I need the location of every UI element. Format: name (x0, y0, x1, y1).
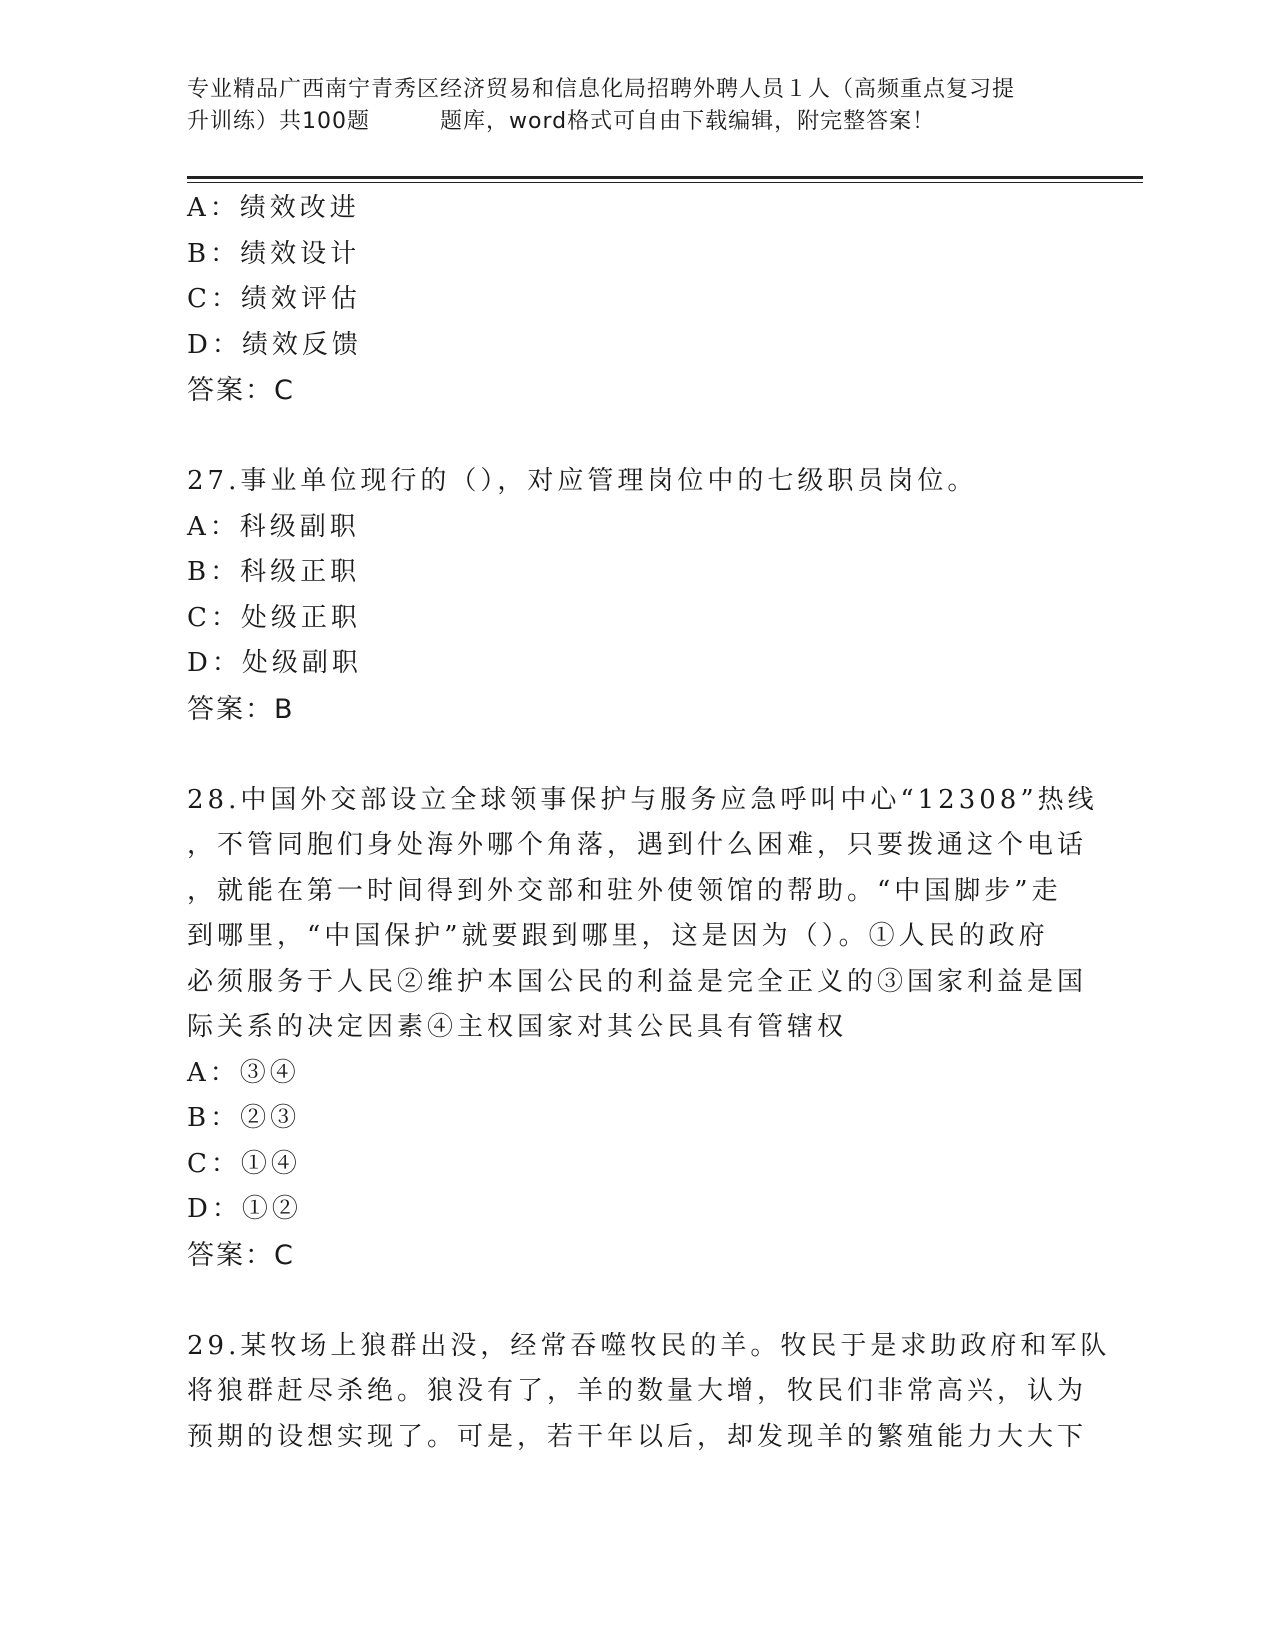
question-text-line: ，不管同胞们身处海外哪个角落，遇到什么困难，只要拨通这个电话 (187, 830, 1088, 860)
question-28 (187, 778, 1098, 1279)
question-text: 27.事业单位现行的（），对应管理岗位中的七级职员岗位。 (187, 466, 978, 496)
question-29 (187, 1324, 1111, 1461)
header-divider-thick (187, 176, 1143, 179)
header-title-line-1: 专业精品广西南宁青秀区经济贸易和信息化局招聘外聘人员１人（高频重点复习提 (187, 77, 1016, 102)
page-header (187, 74, 1087, 138)
header-title-line-2 (187, 106, 1087, 138)
option-a: A：绩效改进 (187, 193, 360, 223)
question-text-line: ，就能在第一时间得到外交部和驻外使领馆的帮助。“中国脚步”走 (187, 875, 1062, 906)
option-a: A：③④ (187, 1057, 300, 1088)
option-d: D：①② (187, 1194, 302, 1224)
header-title-part-2: 题库，word格式可自由下载编辑，附完整答案！ (440, 109, 936, 134)
answer: 答案：C (187, 375, 295, 406)
option-c: C：①④ (187, 1148, 301, 1179)
question-text-line: 预期的设想实现了。可是，若干年以后，却发现羊的繁殖能力大大下 (187, 1421, 1088, 1452)
question-text-line: 29.某牧场上狼群出没，经常吞噬牧民的羊。牧民于是求助政府和军队 (187, 1330, 1111, 1361)
option-d: D：绩效反馈 (187, 329, 362, 360)
option-b: B：科级正职 (187, 557, 361, 587)
option-c: C：绩效评估 (187, 284, 361, 314)
question-text-line: 将狼群赶尽杀绝。狼没有了，羊的数量大增，牧民们非常高兴，认为 (187, 1376, 1088, 1406)
option-c: C：处级正职 (187, 602, 361, 633)
question-27 (187, 459, 1087, 732)
question-text-line: 到哪里，“中国保护”就要跟到哪里，这是因为（）。①人民的政府 (187, 921, 1049, 951)
question-text-line: 必须服务于人民②维护本国公民的利益是完全正义的③国家利益是国 (187, 966, 1088, 997)
header-divider-thin (187, 182, 1143, 183)
option-b: B：绩效设计 (187, 238, 361, 269)
question-text-line: 际关系的决定因素④主权国家对其公民具有管辖权 (187, 1012, 848, 1042)
header-title-part-1: 升训练）共100题 (187, 109, 370, 134)
answer: 答案：B (187, 693, 295, 725)
answer: 答案：C (187, 1239, 295, 1271)
question-26 (187, 186, 1087, 414)
option-b: B：②③ (187, 1103, 301, 1133)
question-list (187, 186, 1111, 1460)
question-text-line: 28.中国外交部设立全球领事保护与服务应急呼叫中心“12308”热线 (187, 784, 1098, 815)
option-a: A：科级副职 (187, 511, 360, 542)
option-d: D：处级副职 (187, 648, 362, 678)
